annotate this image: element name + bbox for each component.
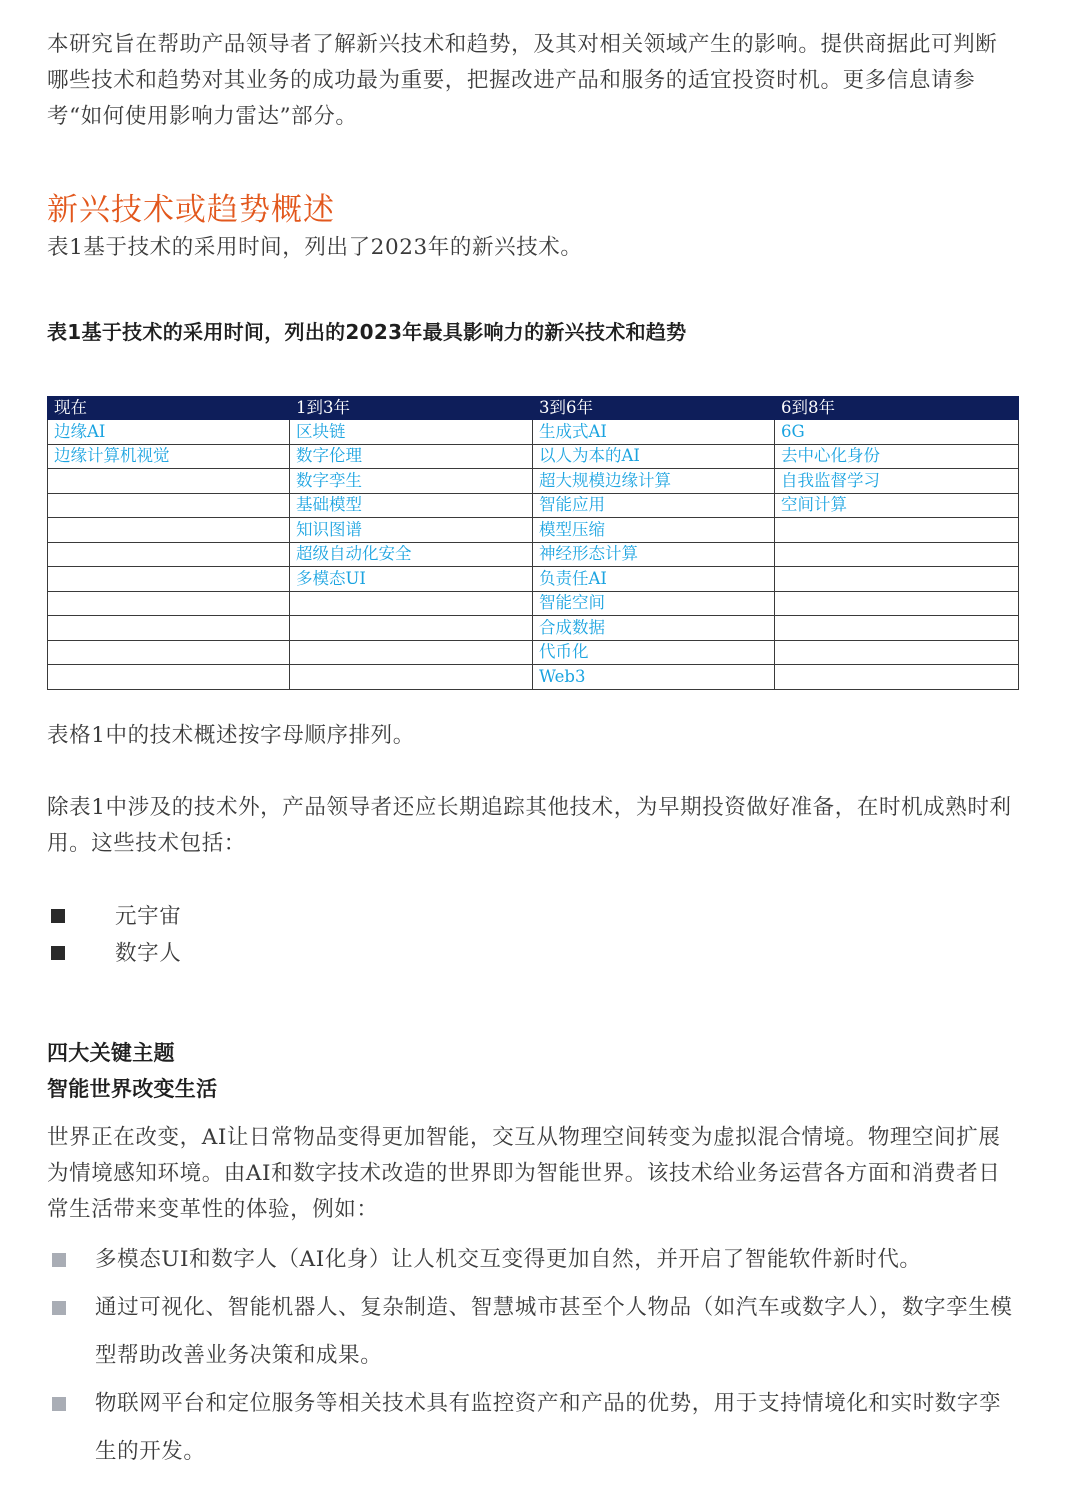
table-cell: [48, 493, 290, 518]
table-row: [48, 518, 1019, 543]
table-row: [48, 493, 1019, 518]
square-bullet-icon: [52, 1253, 66, 1267]
table-cell[interactable]: 以人为本的AI: [533, 444, 775, 469]
table-row: [48, 591, 1019, 616]
table-cell: [775, 591, 1019, 616]
table-cell: [48, 665, 290, 690]
list-item-text: 通过可视化、智能机器人、复杂制造、智慧城市甚至个人物品（如汽车或数字人），数字孪生模型帮助改善业务决策和成果。: [95, 1295, 1013, 1368]
table-cell[interactable]: Web3: [533, 665, 775, 690]
table-cell[interactable]: 数字伦理: [290, 444, 533, 469]
table-row: [48, 469, 1019, 494]
list-item-label: 元宇宙: [115, 904, 182, 929]
table-row: [48, 420, 1019, 445]
list-item: [47, 898, 181, 935]
table-cell: [775, 665, 1019, 690]
table-cell[interactable]: 超大规模边缘计算: [533, 469, 775, 494]
table-header-1-3-years: 1到3年: [290, 397, 533, 420]
smart-world-paragraph: 世界正在改变，AI让日常物品变得更加智能，交互从物理空间转变为虚拟混合情境。物理空间扩展为情境感知环境。由AI和数字技术改造的世界即为智能世界。该技术给业务运营各方面和消费者日常生活带来变革性的体验，例如：: [47, 1125, 1001, 1222]
list-item-text: 多模态UI和数字人（AI化身）让人机交互变得更加自然，并开启了智能软件新时代。: [95, 1247, 922, 1272]
table-cell[interactable]: 生成式AI: [533, 420, 775, 445]
list-item: [47, 1240, 1019, 1280]
table-cell[interactable]: 边缘计算机视觉: [48, 444, 290, 469]
table-cell: [48, 640, 290, 665]
table-note: 表格1中的技术概述按字母顺序排列。: [47, 723, 415, 748]
table-cell: [290, 616, 533, 641]
table-cell[interactable]: 6G: [775, 420, 1019, 445]
table-cell[interactable]: 模型压缩: [533, 518, 775, 543]
tech-adoption-table: [47, 396, 1019, 690]
table-cell: [775, 616, 1019, 641]
table-cell: [775, 640, 1019, 665]
table-row: [48, 567, 1019, 592]
intro-paragraph: 本研究旨在帮助产品领导者了解新兴技术和趋势，及其对相关领域产生的影响。提供商据此可判断哪些技术和趋势对其业务的成功最为重要，把握改进产品和服务的适宜投资时机。更多信息请参考“如何使用影响力雷达”部分。: [47, 32, 998, 129]
table-cell[interactable]: 基础模型: [290, 493, 533, 518]
table-cell[interactable]: 智能应用: [533, 493, 775, 518]
table-cell: [290, 640, 533, 665]
table-cell[interactable]: 自我监督学习: [775, 469, 1019, 494]
table-cell[interactable]: 区块链: [290, 420, 533, 445]
table-header-6-8-years: 6到8年: [775, 397, 1019, 420]
table-cell[interactable]: 合成数据: [533, 616, 775, 641]
table-cell[interactable]: 多模态UI: [290, 567, 533, 592]
table-row: [48, 616, 1019, 641]
table-header-3-6-years: 3到6年: [533, 397, 775, 420]
table-cell[interactable]: 负责任AI: [533, 567, 775, 592]
table-cell[interactable]: 边缘AI: [48, 420, 290, 445]
section-title: 新兴技术或趋势概述: [47, 192, 335, 228]
section-subtitle: 表1基于技术的采用时间，列出了2023年的新兴技术。: [47, 235, 583, 260]
smart-world-bullets: [47, 1240, 1019, 1476]
table-cell: [290, 591, 533, 616]
square-bullet-icon: [51, 946, 65, 960]
table-cell: [48, 591, 290, 616]
list-item: [47, 1284, 1019, 1380]
table-cell: [775, 567, 1019, 592]
table-cell: [290, 665, 533, 690]
list-item-text: 物联网平台和定位服务等相关技术具有监控资产和产品的优势，用于支持情境化和实时数字孪生的开发。: [95, 1391, 1002, 1464]
table-row: [48, 640, 1019, 665]
table-row: [48, 444, 1019, 469]
table-cell: [48, 616, 290, 641]
list-item: [47, 935, 181, 972]
table-row: [48, 665, 1019, 690]
themes-heading: 四大关键主题: [47, 1041, 175, 1065]
table-cell[interactable]: 知识图谱: [290, 518, 533, 543]
table-cell[interactable]: 超级自动化安全: [290, 542, 533, 567]
table-cell[interactable]: 神经形态计算: [533, 542, 775, 567]
table-header-row: [48, 397, 1019, 420]
table-cell[interactable]: 智能空间: [533, 591, 775, 616]
table-cell: [48, 542, 290, 567]
square-bullet-icon: [52, 1301, 66, 1315]
table-cell: [775, 518, 1019, 543]
table-cell: [48, 518, 290, 543]
table-cell: [775, 542, 1019, 567]
table-row: [48, 542, 1019, 567]
extra-tech-list: [47, 898, 181, 972]
table-cell[interactable]: 空间计算: [775, 493, 1019, 518]
list-item-label: 数字人: [115, 941, 182, 966]
table-cell[interactable]: 去中心化身份: [775, 444, 1019, 469]
table-cell[interactable]: 代币化: [533, 640, 775, 665]
table-cell: [48, 469, 290, 494]
table-caption: 表1基于技术的采用时间，列出的2023年最具影响力的新兴技术和趋势: [47, 320, 687, 344]
table-header-now: 现在: [48, 397, 290, 420]
extra-tech-paragraph: 除表1中涉及的技术外，产品领导者还应长期追踪其他技术，为早期投资做好准备，在时机成熟时利用。这些技术包括：: [47, 795, 1012, 856]
table-cell[interactable]: 数字孪生: [290, 469, 533, 494]
square-bullet-icon: [51, 909, 65, 923]
square-bullet-icon: [52, 1397, 66, 1411]
themes-subheading: 智能世界改变生活: [47, 1077, 218, 1101]
list-item: [47, 1380, 1019, 1476]
table-cell: [48, 567, 290, 592]
